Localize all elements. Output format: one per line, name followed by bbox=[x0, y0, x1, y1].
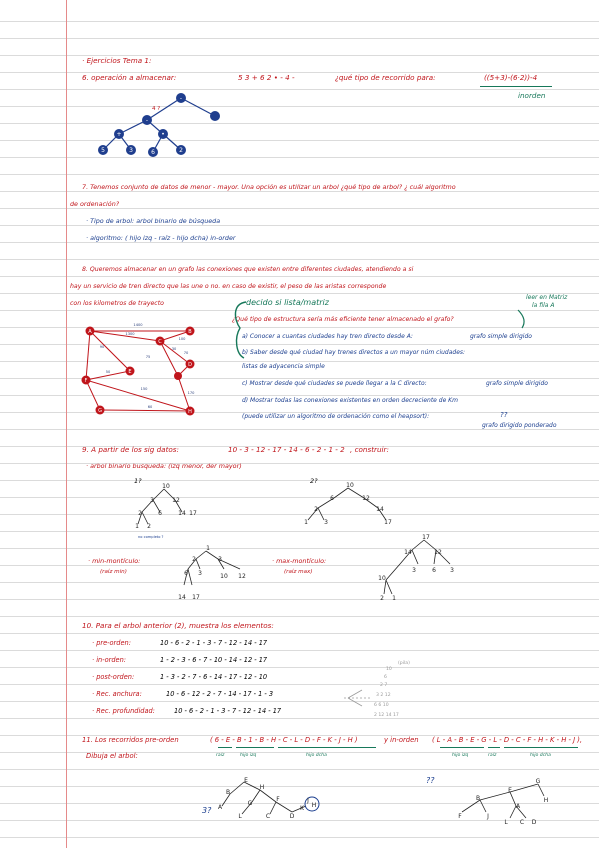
ex8-side-note-2: la fila A bbox=[532, 302, 555, 309]
ex10-row-label: · pre-orden: bbox=[92, 639, 131, 647]
tree1-node: J bbox=[307, 797, 309, 804]
graph-weight: 1400 bbox=[133, 323, 143, 327]
ex10-row-label: · Rec. profundidad: bbox=[92, 707, 155, 715]
tree2-node: F bbox=[458, 813, 462, 820]
ex10-side-num: 3 2 12 bbox=[376, 693, 391, 698]
ex6-note: inorden bbox=[518, 91, 546, 100]
tree1-node: E bbox=[244, 777, 248, 784]
ex10-row-value: 10 - 6 - 2 - 1 - 3 - 7 - 12 - 14 - 17 bbox=[160, 639, 268, 647]
graph-weight: 50 bbox=[105, 370, 111, 374]
ex6-expression: 5 3 + 6 2 • - 4 - bbox=[238, 73, 295, 82]
ex6-node-2: 2 bbox=[179, 147, 183, 154]
tree1-node: A bbox=[217, 804, 223, 811]
graph-node-h: H bbox=[188, 409, 192, 415]
ex11-draw: Dibuja el arbol: bbox=[86, 752, 138, 760]
graph-node-c: C bbox=[158, 339, 162, 345]
min-heap-node: 2 bbox=[192, 556, 196, 563]
ex9-max-title: · max-montículo: bbox=[272, 557, 327, 565]
abb-node: 2 bbox=[147, 523, 151, 530]
ex10-side-num: 2 7 bbox=[380, 683, 388, 688]
ex11-tag: hijo dcha bbox=[530, 753, 551, 758]
ex8-side-note-1: leer en Matriz bbox=[526, 294, 568, 301]
min-heap-node: 14 bbox=[178, 594, 186, 601]
max-heap-node: 3 bbox=[412, 567, 416, 574]
ex11-tag-underline bbox=[488, 747, 500, 748]
graph-weight: 90 bbox=[99, 345, 105, 349]
max-heap-node: 14 bbox=[404, 549, 412, 556]
ex11-tree-2 bbox=[440, 776, 560, 828]
page-title: · Ejercicios Tema 1: bbox=[82, 56, 152, 65]
ex6-node-5: 5 bbox=[101, 147, 105, 154]
ex11-tree-1 bbox=[208, 772, 328, 824]
ex6-tree-hint: 4 ? bbox=[152, 106, 161, 112]
ex6-node-3: 3 bbox=[129, 147, 133, 154]
ex11-mark: ?? bbox=[426, 776, 435, 785]
tree1-node: G bbox=[247, 800, 253, 807]
ex6-node-6: 6 bbox=[151, 149, 155, 156]
ex6-expression-tree bbox=[90, 90, 230, 162]
abb2-node: 10 bbox=[346, 482, 354, 489]
ex8-line3: con los kilometros de trayecto bbox=[70, 300, 164, 307]
max-heap-node: 6 bbox=[432, 567, 436, 574]
ex9-abb-tree-2 bbox=[296, 480, 396, 528]
tree1-node: H bbox=[259, 784, 265, 791]
ex6-node-plus: + bbox=[116, 131, 122, 138]
ex9-min-sub: (raíz min) bbox=[100, 569, 127, 575]
tree1-node: L bbox=[238, 813, 242, 820]
abb-note: no completo ? bbox=[138, 535, 164, 539]
tree2-node: A bbox=[515, 803, 521, 810]
abb-node: 6 bbox=[158, 510, 162, 517]
graph-node-d: D bbox=[188, 362, 192, 368]
ex8-train-graph bbox=[78, 314, 208, 418]
ex8-qb-answer: listas de adyacencia simple bbox=[242, 363, 325, 370]
ex10-row-label: · in-orden: bbox=[92, 656, 126, 664]
margin-line bbox=[66, 0, 67, 848]
ex10-side-label: (pila) bbox=[398, 661, 410, 666]
min-heap-node: 12 bbox=[238, 573, 246, 580]
ex6-answer: ((5+3)-(6·2))-4 bbox=[484, 73, 538, 82]
max-heap-node: 12 bbox=[434, 549, 442, 556]
ex10-row-value: 1 - 2 - 3 - 6 - 7 - 10 - 14 - 12 - 17 bbox=[160, 656, 268, 664]
graph-weight: 70 bbox=[183, 351, 189, 355]
ex9-data: 10 - 3 - 12 - 17 - 14 - 6 - 2 - 1 - 2 bbox=[228, 445, 345, 454]
ex11-tag: hijo izq bbox=[240, 753, 257, 758]
ex8-qd: d) Mostrar todas las conexiones existentes en orden decreciente de Km bbox=[242, 397, 458, 404]
ex10-row-value: 1 - 3 - 2 - 7 - 6 - 14 - 17 - 12 - 10 bbox=[160, 673, 268, 681]
ex11-y-inorden: y in-orden bbox=[384, 736, 419, 744]
ex9-max-heap bbox=[368, 532, 464, 604]
abb-node: 10 bbox=[162, 483, 170, 490]
tree2-node: H bbox=[543, 797, 549, 804]
ex8-qc-answer: grafo simple dirigido bbox=[486, 380, 548, 387]
ex8-qd-2: (puede utilizar un algoritmo de ordenación como el heapsort): bbox=[242, 413, 430, 420]
min-heap-node: 10 bbox=[220, 573, 228, 580]
tree1-node: C bbox=[265, 813, 271, 820]
ex11-mark: 3? bbox=[202, 806, 212, 815]
ex10-side-num: 6 bbox=[384, 675, 387, 680]
ex9-abb-mark-1: 1? bbox=[134, 477, 142, 485]
tree1-node: H bbox=[311, 802, 317, 809]
min-heap-node: 3 bbox=[218, 556, 222, 563]
graph-weight: 1300 bbox=[125, 332, 135, 336]
ex10-side-sketch bbox=[340, 654, 440, 720]
ex10-side-num: 2 12 14 17 bbox=[374, 713, 399, 718]
ex8-qd-answer: grafo dirigido ponderado bbox=[482, 422, 557, 429]
ex9-abb-tree bbox=[128, 482, 198, 540]
ex8-qa-answer: grafo simple dirigido bbox=[470, 333, 532, 340]
ex7-item1: · Tipo de arbol: arbol binario de búsqueda bbox=[86, 217, 221, 225]
tree1-node: D bbox=[289, 813, 295, 820]
ex8-line1: 8. Queremos almacenar en un grafo las conexiones que existen entre diferentes ciudades, atendiendo a si bbox=[82, 266, 414, 273]
abb-node: 1 bbox=[135, 523, 139, 530]
abb2-node: 3 bbox=[324, 519, 328, 526]
graph-weight: 100 bbox=[178, 337, 186, 341]
ex9-abb-title: · arbol binario busqueda: (izq menor, der mayor) bbox=[86, 462, 242, 470]
min-heap-node: 1 bbox=[206, 545, 210, 552]
ex11-title: 11. Los recorridos pre-orden bbox=[82, 736, 179, 744]
graph-node-f: F bbox=[84, 378, 88, 384]
max-heap-node: 10 bbox=[378, 575, 386, 582]
ex10-title: 10. Para el arbol anterior (2), muestra los elementos: bbox=[82, 621, 274, 630]
abb-node: 12 bbox=[172, 497, 180, 504]
abb2-node: 14 bbox=[376, 506, 384, 513]
graph-weight: 75 bbox=[145, 355, 151, 359]
graph-weight: 170 bbox=[187, 391, 195, 395]
ex7-line2: de ordenación? bbox=[70, 200, 120, 208]
ex11-tag-underline bbox=[504, 747, 578, 748]
ex8-qd-marks: ?? bbox=[500, 411, 508, 419]
ex10-side-num: 10 bbox=[386, 667, 392, 672]
abb-node: 2 bbox=[138, 510, 142, 517]
ex6-answer-underline bbox=[480, 86, 552, 87]
max-heap-node: 17 bbox=[422, 534, 430, 541]
ex9-construir: , construir: bbox=[350, 445, 389, 454]
ex9-abb-mark-2: 2? bbox=[310, 477, 318, 485]
abb2-node: 12 bbox=[362, 495, 370, 502]
tree2-node: G bbox=[535, 778, 541, 785]
tree1-node: K bbox=[300, 805, 304, 812]
graph-node-g: G bbox=[98, 408, 102, 414]
ex11-tag-underline bbox=[440, 747, 484, 748]
tree2-node: B bbox=[475, 795, 481, 802]
ex10-side-num: 6 6 10 bbox=[374, 703, 389, 708]
ex8-qb: b) Saber desde qué ciudad hay trenes directos a un mayor núm ciudades: bbox=[242, 349, 466, 356]
ex9-title: 9. A partir de los sig datos: bbox=[82, 445, 179, 454]
ex8-decision: decido si lista/matriz bbox=[246, 298, 329, 307]
ex10-row-value: 10 - 6 - 12 - 2 - 7 - 14 - 17 - 1 - 3 bbox=[166, 690, 274, 698]
min-heap-node: 3 bbox=[198, 570, 202, 577]
ex10-row-label: · Rec. anchura: bbox=[92, 690, 142, 698]
graph-node-a: A bbox=[88, 329, 92, 335]
ex9-min-title: · min-montículo: bbox=[88, 557, 141, 565]
tree2-node: J bbox=[487, 813, 489, 820]
abb2-node: 6 bbox=[330, 495, 334, 502]
max-heap-node: 2 bbox=[380, 595, 384, 602]
tree2-node: D bbox=[531, 819, 537, 826]
graph-weight: 30 bbox=[171, 347, 177, 351]
abb-node: 3 bbox=[150, 497, 154, 504]
min-heap-node: 17 bbox=[192, 594, 200, 601]
abb2-node: 17 bbox=[384, 519, 392, 526]
ex11-tag: hijo dcha bbox=[306, 753, 327, 758]
abb2-node: 2 bbox=[314, 506, 318, 513]
ex6-question: ¿qué tipo de recorrido para: bbox=[335, 73, 436, 82]
ex11-tag-underline bbox=[278, 747, 376, 748]
ex11-tag: raíz bbox=[216, 753, 225, 758]
ex11-inorder: ( L - A - B - E - G - L - D - C - F - H - K - H - J ), bbox=[432, 736, 583, 744]
abb-node: 17 bbox=[189, 510, 197, 517]
tree2-node: L bbox=[504, 819, 508, 826]
ex10-row-value: 10 - 6 - 2 - 1 - 3 - 7 - 12 - 14 - 17 bbox=[174, 707, 282, 715]
ex7-line1: 7. Tenemos conjunto de datos de menor - mayor. Una opción es utilizar un arbol ¿qué tipo de arbol? ¿ cuál algoritmo bbox=[82, 183, 456, 191]
graph-node-b: B bbox=[188, 329, 192, 335]
graph-weight: 60 bbox=[147, 405, 153, 409]
ex6-node-dot: • bbox=[161, 131, 165, 138]
ex6-node-left: - bbox=[145, 117, 149, 124]
ex8-qa: a) Conocer a cuantas ciudades hay tren directo desde A: bbox=[242, 333, 413, 340]
max-heap-node: 3 bbox=[450, 567, 454, 574]
ex9-max-sub: (raíz max) bbox=[284, 569, 313, 575]
ex9-min-heap bbox=[170, 543, 260, 603]
ex6-node-root: - bbox=[179, 95, 183, 102]
abb2-node: 1 bbox=[304, 519, 308, 526]
min-heap-node: 6 bbox=[184, 570, 188, 577]
ex8-qc: c) Mostrar desde qué ciudades se puede llegar a la C directo: bbox=[242, 380, 427, 387]
max-heap-node: 1 bbox=[392, 595, 396, 602]
tree1-node: B bbox=[225, 789, 231, 796]
ex8-question-main: ¿Qué tipo de estructura sería más eficiente tener almacenado el grafo? bbox=[232, 316, 454, 323]
ex11-tag-underline bbox=[218, 747, 232, 748]
graph-weight: 150 bbox=[140, 387, 148, 391]
ex6-label: 6. operación a almacenar: bbox=[82, 73, 177, 82]
ex10-row-label: · post-orden: bbox=[92, 673, 135, 681]
tree2-node: C bbox=[519, 819, 525, 826]
ex11-tag: hijo izq bbox=[452, 753, 469, 758]
graph-node-e: E bbox=[128, 369, 132, 375]
abb-node: 14 bbox=[178, 510, 186, 517]
ex8-decision-bracket bbox=[226, 298, 556, 398]
tree1-node: F bbox=[276, 796, 280, 803]
ex8-line2: hay un servicio de tren directo que las une o no. en caso de existir, el peso de las aristas corresponde bbox=[70, 283, 387, 290]
ex11-preorder: ( 6 - E - B - 1 - B - H - C - L - D - F - K - J - H ) bbox=[210, 736, 358, 744]
ex11-tag: raíz bbox=[488, 753, 497, 758]
ex7-item2: · algoritmo: ( hijo izq - raíz - hijo dcha) in-order bbox=[86, 234, 236, 242]
ex11-tag-underline bbox=[236, 747, 274, 748]
tree2-node: E bbox=[508, 787, 512, 794]
